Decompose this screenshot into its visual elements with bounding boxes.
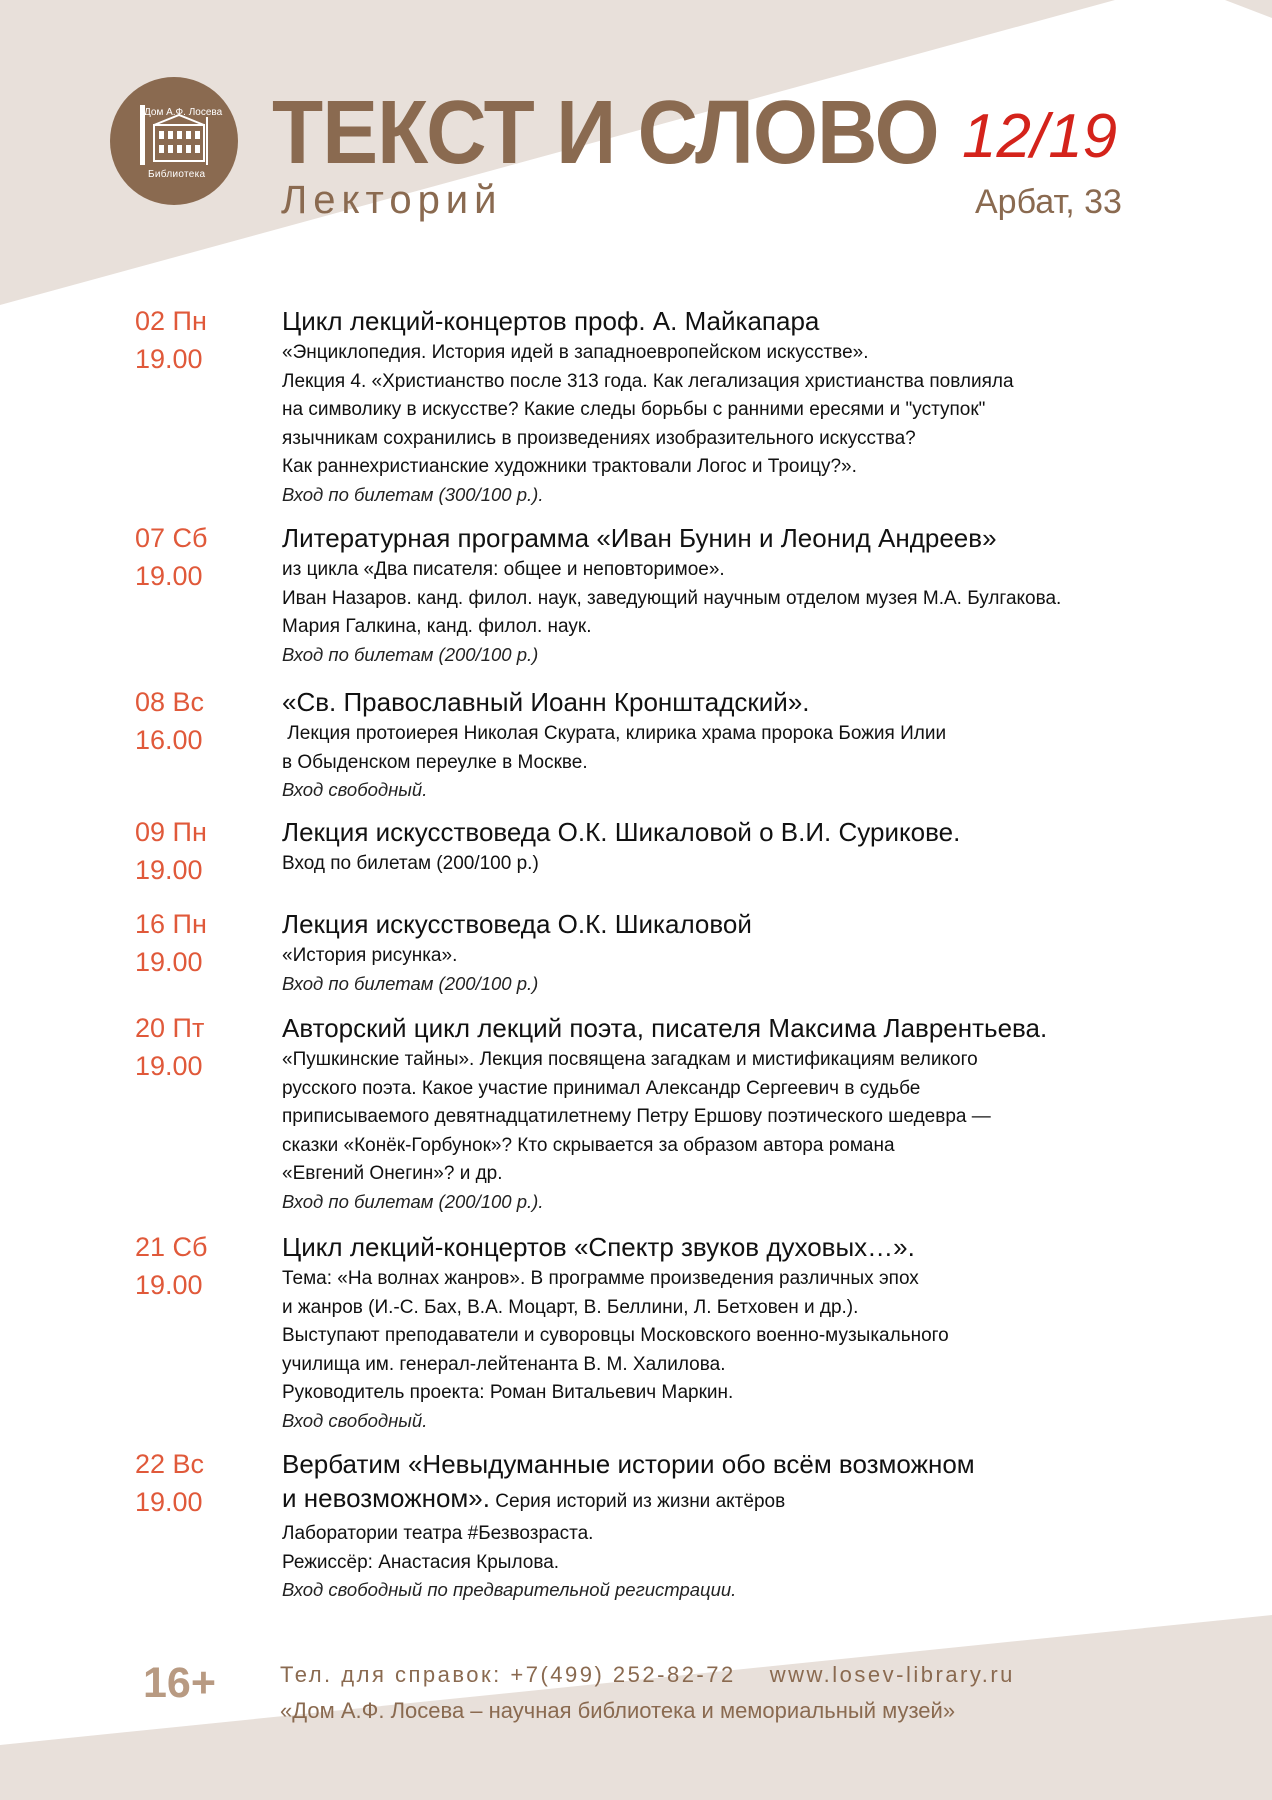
event-line: Иван Назаров. канд. филол. наук, заведующий научным отделом музея М.А. Булгакова. — [282, 587, 1062, 609]
event-date: 09 Пн — [135, 817, 207, 847]
event-time: 19.00 — [135, 1270, 203, 1300]
library-logo — [110, 77, 238, 205]
event-title-part: и невозможном». — [282, 1483, 490, 1513]
event-line: сказки «Конёк-Горбунок»? Кто скрывается за образом автора романа — [282, 1134, 895, 1156]
event-line: Выступают преподаватели и суворовцы Московского военно-музыкального — [282, 1325, 949, 1346]
page-title: ТЕКСТ И СЛОВО — [272, 83, 939, 183]
event-entry: Вход свободный. — [282, 1409, 428, 1431]
event-line: в Обыденском переулке в Москве. — [282, 751, 588, 773]
event-time: 16.00 — [135, 725, 203, 755]
event-line: «История рисунка». — [282, 945, 458, 966]
event-line: Вход по билетам (200/100 р.) — [282, 853, 539, 874]
event-line: Мария Галкина, канд. филол. наук. — [282, 616, 592, 637]
event-line: Тема: «На волнах жанров». В программе произведения различных эпох — [282, 1268, 919, 1289]
building-icon — [110, 77, 238, 205]
event-title: Цикл лекций-концертов проф. А. Майкапара — [282, 306, 820, 336]
event-time: 19.00 — [135, 1487, 203, 1517]
footer-organization: «Дом А.Ф. Лосева – научная библиотека и мемориальный музей» — [280, 1698, 956, 1723]
event-date: 21 Сб — [135, 1232, 208, 1262]
event-line: «Евгений Онегин»? и др. — [282, 1163, 503, 1184]
event-line: Лаборатории театра #Безвозраста. — [282, 1523, 594, 1544]
event-line: русского поэта. Какое участие принимал Александр Сергеевич в судьбе — [282, 1077, 921, 1099]
page-subtitle: Лекторий — [281, 178, 503, 222]
event-entry: Вход свободный по предварительной регистрации. — [282, 1579, 737, 1600]
event-entry: Вход по билетам (200/100 р.) — [282, 643, 539, 665]
event-title-tail: Серия историй из жизни актёров — [490, 1491, 786, 1512]
event-time: 19.00 — [135, 344, 203, 374]
event-entry: Вход по билетам (200/100 р.) — [282, 972, 539, 994]
event-date: 08 Вс — [135, 687, 205, 717]
venue-address: Арбат, 33 — [975, 183, 1122, 221]
event-line: на символику в искусстве? Какие следы борьбы с ранними ересями и "уступок" — [282, 399, 986, 420]
event-line: Лекция 4. «Христианство после 313 года. Как легализация христианства повлияла — [282, 370, 1014, 392]
event-time: 19.00 — [135, 947, 203, 977]
event-line: из цикла «Два писателя: общее и неповторимое». — [282, 559, 725, 580]
event-line: язычникам сохранились в произведениях изобразительного искусства? — [282, 427, 916, 449]
event-time: 19.00 — [135, 1051, 203, 1081]
event-title: Лекция искусствоведа О.К. Шикаловой о В.И. Сурикове. — [282, 817, 961, 847]
event-title: Лекция искусствоведа О.К. Шикаловой — [282, 909, 752, 939]
event-date: 07 Сб — [135, 523, 208, 553]
footer-phone: Тел. для справок: +7(499) 252-82-72 — [280, 1662, 736, 1687]
event-line: «Энциклопедия. История идей в западноевропейском искусстве». — [282, 342, 869, 363]
event-line: «Пушкинские тайны». Лекция посвящена загадкам и мистификациям великого — [282, 1049, 978, 1070]
age-rating-badge: 16+ — [143, 1659, 216, 1707]
event-entry: Вход по билетам (300/100 р.). — [282, 483, 544, 505]
issue-number: 12/19 — [962, 102, 1118, 171]
event-line: Руководитель проекта: Роман Витальевич Маркин. — [282, 1382, 734, 1403]
event-title: «Св. Православный Иоанн Кронштадский». — [282, 687, 810, 717]
event-time: 19.00 — [135, 855, 203, 885]
event-entry: Вход по билетам (200/100 р.). — [282, 1190, 544, 1212]
event-title-continued — [282, 1482, 1162, 1518]
event-title: Цикл лекций-концертов «Спектр звуков духовых…». — [282, 1232, 915, 1262]
event-date: 16 Пн — [135, 909, 207, 939]
event-title: Вербатим «Невыдуманные истории обо всём возможном — [282, 1449, 975, 1479]
footer-site-link[interactable]: www.losev-library.ru — [769, 1662, 1015, 1687]
event-date: 20 Пт — [135, 1013, 205, 1043]
event-line: приписываемого девятнадцатилетнему Петру Ершову поэтического шедевра — — [282, 1106, 991, 1127]
event-line: Режиссёр: Анастасия Крылова. — [282, 1551, 560, 1573]
event-line: Лекция протоиерея Николая Скурата, клирика храма пророка Божия Илии — [282, 723, 947, 744]
footer-contacts — [280, 1661, 1015, 1689]
event-date: 02 Пн — [135, 306, 207, 336]
event-title: Литературная программа «Иван Бунин и Леонид Андреев» — [282, 523, 997, 553]
event-line: училища им. генерал-лейтенанта В. М. Халилова. — [282, 1353, 726, 1375]
event-time: 19.00 — [135, 561, 203, 591]
event-date: 22 Вс — [135, 1449, 205, 1479]
logo-top-text: Дом А.Ф. Лосева — [144, 107, 223, 118]
event-line: Как раннехристианские художники трактовали Логос и Троицу?». — [282, 456, 857, 477]
event-line: и жанров (И.-С. Бах, В.А. Моцарт, В. Беллини, Л. Бетховен и др.). — [282, 1296, 859, 1318]
event-title: Авторский цикл лекций поэта, писателя Максима Лаврентьева. — [282, 1013, 1048, 1043]
event-entry: Вход свободный. — [282, 779, 428, 800]
logo-bottom-text: Библиотека — [148, 169, 206, 180]
